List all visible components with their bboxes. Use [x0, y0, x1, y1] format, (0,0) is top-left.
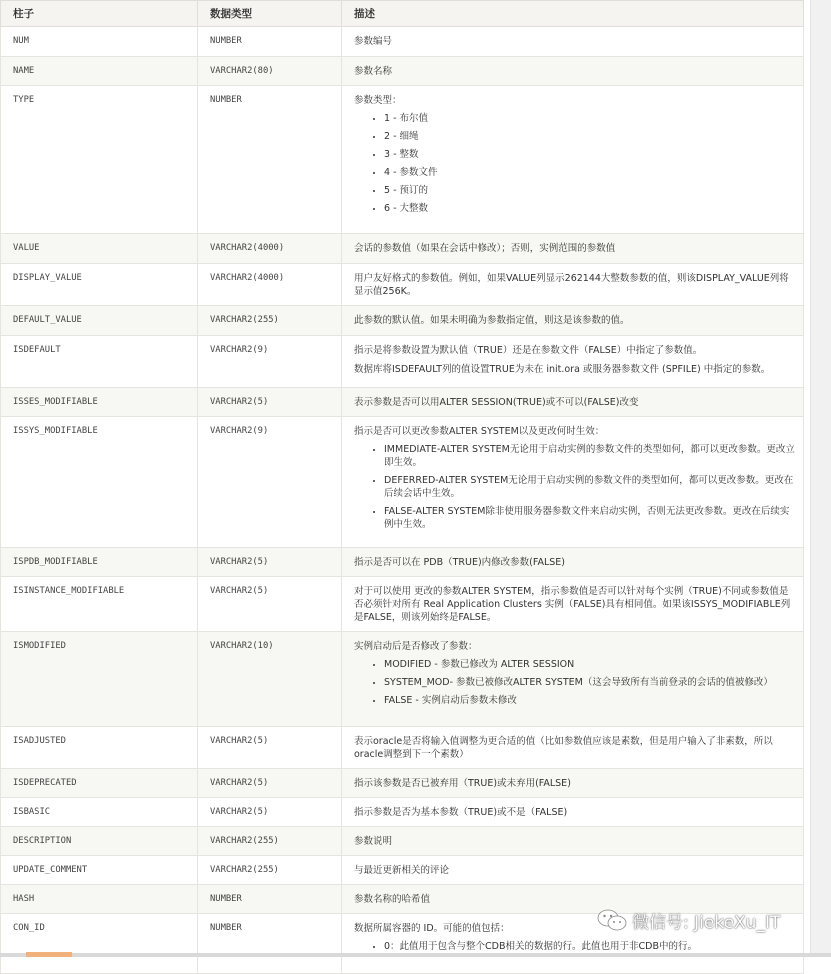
table-row [1, 548, 804, 577]
column-name: HASH [1, 885, 198, 914]
data-type: VARCHAR2(5) [198, 388, 342, 417]
description-note: 数据库将ISDEFAULT列的值设置TRUE为未在 init.ora 或服务器参数文件 (SPFILE) 中指定的参数。 [354, 364, 771, 375]
data-type: VARCHAR2(5) [198, 727, 342, 769]
header-column: 柱子 [1, 1, 198, 27]
description: 会话的参数值（如果在会话中修改）；否则，实例范围的参数值 [342, 234, 804, 264]
table-row [1, 86, 804, 234]
column-name: ISDEPRECATED [1, 769, 198, 798]
description: 此参数的默认值。如果未明确为参数指定值，则这是该参数的值。 [342, 306, 804, 336]
list-item: • FALSE-ALTER SYSTEM除非使用服务器参数文件来启动实例，否则无法更改参数。更改在后续实例中生效。 [384, 505, 797, 531]
list-item: • FALSE - 实例启动后参数未修改 [384, 694, 797, 707]
description-text: 指示是否可以更改参数ALTER SYSTEM以及更改何时生效： [354, 426, 605, 437]
data-type: NUMBER [198, 914, 342, 974]
description: 指示是否可以在 PDB（TRUE)内修改参数(FALSE) [342, 548, 804, 577]
list-item: • 4 - 参数文件 [384, 166, 797, 179]
description: 表示参数是否可以用ALTER SESSION(TRUE)或不可以(FALSE)改变 [342, 388, 804, 417]
description [342, 86, 804, 234]
header-datatype: 数据类型 [198, 1, 342, 27]
description [342, 632, 804, 727]
list-item: • SYSTEM_MOD- 参数已被修改ALTER SYSTEM（这会导致所有当前登录的会话的值被修改） [384, 676, 797, 689]
column-name: DESCRIPTION [1, 827, 198, 856]
table-row [1, 727, 804, 769]
column-name: ISINSTANCE_MODIFIABLE [1, 577, 198, 632]
data-type: NUMBER [198, 885, 342, 914]
table-row [1, 336, 804, 388]
description: 参数名称的哈希值 [342, 885, 804, 914]
table-row [1, 264, 804, 306]
list-item: • 6 - 大整数 [384, 202, 797, 215]
table-row [1, 57, 804, 86]
column-name: NUM [1, 27, 198, 57]
table-row [1, 827, 804, 856]
description-text: 数据所属容器的 ID。可能的值包括： [354, 923, 510, 934]
list-item: • 0：此值用于包含与整个CDB相关的数据的行。此值也用于非CDB中的行。 [384, 940, 797, 953]
column-name: ISDEFAULT [1, 336, 198, 388]
column-name: ISMODIFIED [1, 632, 198, 727]
list-item: • 5 - 预订的 [384, 184, 797, 197]
table-row [1, 632, 804, 727]
bottom-tab-indicator [26, 952, 72, 957]
scrollbar[interactable] [810, 0, 831, 957]
description [342, 417, 804, 548]
column-name: VALUE [1, 234, 198, 264]
table-row [1, 27, 804, 57]
list-item: • 3 - 整数 [384, 148, 797, 161]
column-name: ISBASIC [1, 798, 198, 827]
table-row [1, 306, 804, 336]
column-name: CON_ID [1, 914, 198, 974]
data-type: VARCHAR2(10) [198, 632, 342, 727]
data-type: VARCHAR2(4000) [198, 264, 342, 306]
data-type: VARCHAR2(255) [198, 856, 342, 885]
description-text: 实例启动后是否修改了参数： [354, 641, 478, 652]
description: 对于可以使用 更改的参数ALTER SYSTEM，指示参数值是否可以针对每个实例（TRUE)不同或参数值是否必须针对所有 Real Application Clusters 实例（FALSE)具有相同值。如果该ISSYS_MODIFIABLE列是FALSE，则该列始终是FALSE。 [342, 577, 804, 632]
data-type: VARCHAR2(9) [198, 336, 342, 388]
table-header-row [1, 1, 804, 27]
data-type: VARCHAR2(255) [198, 827, 342, 856]
column-name: ISSES_MODIFIABLE [1, 388, 198, 417]
description: 表示oracle是否将输入值调整为更合适的值（比如参数值应该是素数，但是用户输入了非素数，所以oracle调整到下一个素数） [342, 727, 804, 769]
modified-list [354, 658, 797, 707]
data-type: VARCHAR2(4000) [198, 234, 342, 264]
column-name: ISPDB_MODIFIABLE [1, 548, 198, 577]
table-row [1, 417, 804, 548]
table-row [1, 388, 804, 417]
modifiable-list [354, 443, 797, 531]
data-type: VARCHAR2(5) [198, 548, 342, 577]
list-item: • IMMEDIATE-ALTER SYSTEM无论用于启动实例的参数文件的类型如何，都可以更改参数。更改立即生效。 [384, 443, 797, 469]
description [342, 336, 804, 388]
watermark [597, 905, 780, 935]
watermark-text: 微信号: JiekeXu_IT [632, 912, 781, 933]
con-id-list [354, 940, 797, 953]
table-row [1, 798, 804, 827]
column-name: DEFAULT_VALUE [1, 306, 198, 336]
description: 用户友好格式的参数值。例如，如果VALUE列显示262144大整数参数的值，则该DISPLAY_VALUE列将显示值256K。 [342, 264, 804, 306]
table-row [1, 577, 804, 632]
table-row [1, 856, 804, 885]
column-name: DISPLAY_VALUE [1, 264, 198, 306]
wechat-icon [597, 908, 627, 932]
data-type: VARCHAR2(5) [198, 798, 342, 827]
description: 参数名称 [342, 57, 804, 86]
data-type: VARCHAR2(5) [198, 769, 342, 798]
description-text: 参数类型： [354, 95, 402, 106]
data-type: NUMBER [198, 86, 342, 234]
header-description: 描述 [342, 1, 804, 27]
list-item: • DEFERRED-ALTER SYSTEM无论用于启动实例的参数文件的类型如何，都可以更改参数。更改在后续会话中生效。 [384, 474, 797, 500]
table-row [1, 769, 804, 798]
column-name: ISADJUSTED [1, 727, 198, 769]
column-name: ISSYS_MODIFIABLE [1, 417, 198, 548]
column-name: UPDATE_COMMENT [1, 856, 198, 885]
data-type: NUMBER [198, 27, 342, 57]
description: 参数编号 [342, 27, 804, 57]
description: 指示参数是否为基本参数（TRUE)或不是（FALSE) [342, 798, 804, 827]
data-type: VARCHAR2(5) [198, 577, 342, 632]
data-type: VARCHAR2(9) [198, 417, 342, 548]
description: 参数说明 [342, 827, 804, 856]
column-name: NAME [1, 57, 198, 86]
data-type: VARCHAR2(255) [198, 306, 342, 336]
column-name: TYPE [1, 86, 198, 234]
list-item: • 1 - 布尔值 [384, 112, 797, 125]
description: 指示该参数是否已被弃用（TRUE)或未弃用(FALSE) [342, 769, 804, 798]
bottom-bar [0, 953, 831, 957]
data-type: VARCHAR2(80) [198, 57, 342, 86]
table-row [1, 234, 804, 264]
list-item: • 2 - 细绳 [384, 130, 797, 143]
description: 与最近更新相关的评论 [342, 856, 804, 885]
type-list [354, 112, 797, 215]
list-item: • MODIFIED - 参数已修改为 ALTER SESSION [384, 658, 797, 671]
description-text: 指示是将参数设置为默认值（TRUE）还是在参数文件（FALSE）中指定了参数值。 [354, 345, 703, 356]
